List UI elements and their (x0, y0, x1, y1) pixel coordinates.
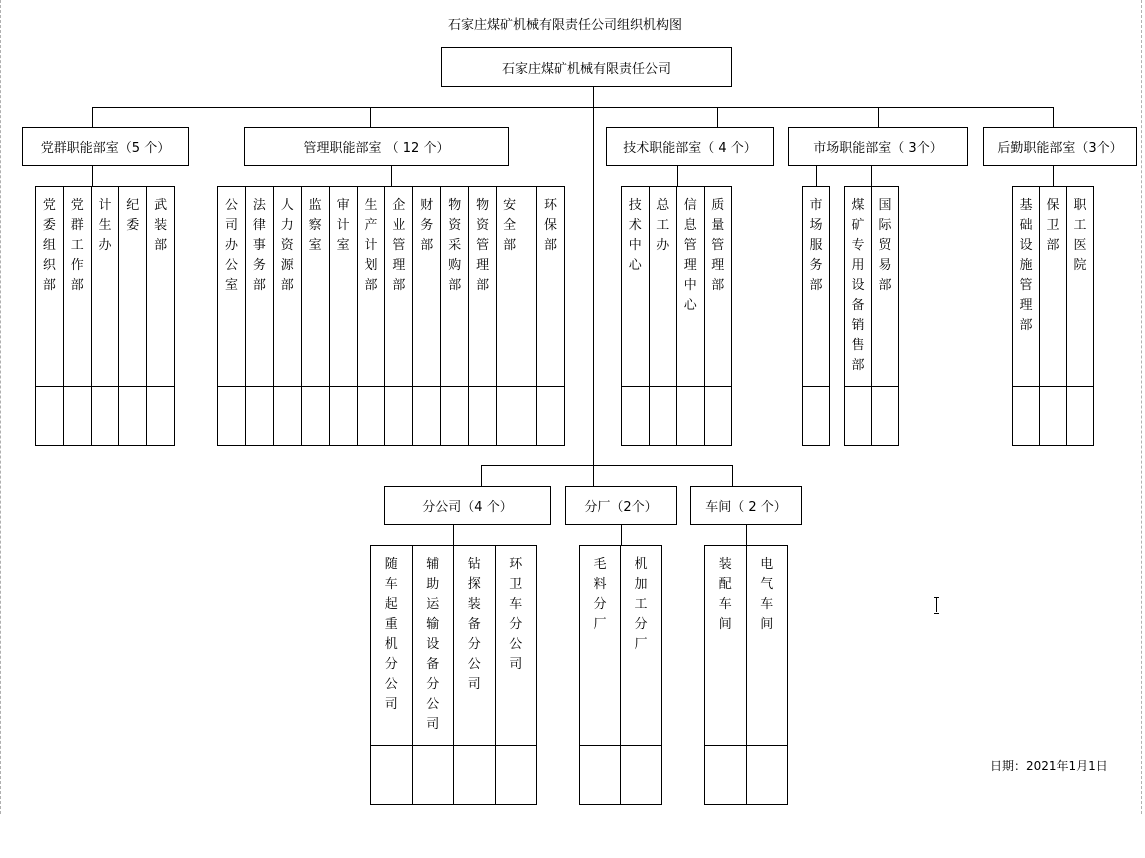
unit-label: 电气车间 (760, 557, 774, 632)
unit-label: 技术中心 (628, 198, 642, 273)
unit-label: 财务部 (420, 198, 434, 253)
unit-label: 审计室 (336, 198, 350, 253)
unit-label: 基础设施管理部 (1019, 198, 1033, 333)
unit-column (537, 187, 564, 445)
unit-column (469, 187, 497, 445)
unit-label: 计生办 (98, 198, 112, 253)
prod-box-branch-companies (384, 486, 551, 525)
unit-label: 企业管理部 (392, 198, 406, 293)
unit-label: 监察室 (308, 198, 322, 253)
unit-column (621, 546, 661, 804)
unit-label: 机加工分厂 (634, 557, 648, 652)
prod-box-workshops (690, 486, 802, 525)
unit-label: 党委组织部 (42, 198, 56, 293)
workshops-group (704, 545, 788, 805)
unit-label: 质量管理部 (711, 198, 725, 293)
branch-factories-group (579, 545, 662, 805)
unit-label: 党群工作部 (70, 198, 84, 293)
unit-label: 物资采购部 (448, 198, 462, 293)
dept-label: 管理职能部室 （ 12 个） (303, 141, 450, 156)
dept-box-party (22, 127, 189, 166)
dept-box-management (244, 127, 509, 166)
unit-column (358, 187, 386, 445)
text-cursor-icon (934, 597, 939, 612)
unit-label: 钻探装备分公司 (467, 557, 481, 692)
unit-column (1067, 187, 1093, 445)
unit-label: 装配车间 (718, 557, 732, 632)
unit-label: 毛料分厂 (593, 557, 607, 632)
unit-column (413, 187, 441, 445)
unit-label: 职工医院 (1073, 198, 1087, 273)
dept-box-logistics (983, 127, 1137, 166)
unit-label: 信息管理中心 (683, 198, 697, 313)
dept-box-market (788, 127, 968, 166)
date-label: 日期：2021年1月1日 (990, 759, 1108, 773)
unit-column (274, 187, 302, 445)
management-units-group (217, 186, 565, 446)
dept-box-technical (606, 127, 774, 166)
unit-column (92, 187, 120, 445)
unit-column (496, 546, 537, 804)
unit-column (580, 546, 621, 804)
unit-column (119, 187, 147, 445)
branch-companies-group (370, 545, 537, 805)
unit-label: 辅助运输设备分公司 (426, 557, 440, 732)
unit-column (218, 187, 246, 445)
market-sales-group (844, 186, 899, 446)
prod-label: 车间（ 2 个） (705, 500, 787, 515)
dept-label: 技术职能部室（ 4 个） (623, 141, 757, 156)
logistics-units-group (1012, 186, 1094, 446)
unit-column (441, 187, 469, 445)
unit-label: 环卫车分公司 (509, 557, 523, 672)
unit-label: 纪委 (126, 198, 140, 233)
unit-label: 市场服务部 (809, 198, 823, 293)
unit-column (454, 546, 496, 804)
root-company-label: 石家庄煤矿机械有限责任公司 (501, 61, 671, 77)
unit-column (36, 187, 64, 445)
prod-box-branch-factories (565, 486, 677, 525)
unit-column (64, 187, 92, 445)
unit-label: 生产计划部 (364, 198, 378, 293)
unit-label: 总工办 (656, 198, 670, 253)
dept-label: 党群职能部室（5 个） (40, 141, 171, 156)
unit-label: 随车起重机分公司 (384, 557, 398, 712)
root-company-box (441, 47, 732, 87)
unit-column (677, 187, 705, 445)
unit-column (302, 187, 330, 445)
unit-column (622, 187, 650, 445)
unit-label: 法律事务部 (252, 198, 266, 293)
unit-label: 保卫部 (1046, 198, 1060, 253)
unit-column (1013, 187, 1040, 445)
unit-label: 环保部 (544, 198, 558, 253)
dept-label: 市场职能部室（ 3个） (813, 141, 943, 156)
unit-label: 安全部 (503, 198, 517, 253)
unit-column (330, 187, 358, 445)
unit-column (246, 187, 274, 445)
unit-column (705, 546, 747, 804)
unit-label: 煤矿专用设备销售部 (851, 198, 865, 373)
unit-label: 公司办公室 (224, 198, 238, 293)
unit-label: 国际贸易部 (878, 198, 892, 293)
party-units-group (35, 186, 175, 446)
unit-column (747, 546, 788, 804)
technical-units-group (621, 186, 732, 446)
unit-column (872, 187, 898, 445)
unit-label: 人力资源部 (280, 198, 294, 293)
unit-column (413, 546, 455, 804)
unit-column (385, 187, 413, 445)
prod-label: 分厂（2个） (584, 500, 658, 515)
unit-column (803, 187, 829, 445)
market-service-group (802, 186, 830, 446)
unit-column (497, 187, 537, 445)
unit-column (705, 187, 732, 445)
unit-column (1040, 187, 1067, 445)
unit-column (650, 187, 678, 445)
unit-column (147, 187, 174, 445)
unit-label: 物资管理部 (476, 198, 490, 293)
prod-label: 分公司（4 个） (422, 500, 513, 515)
unit-column (845, 187, 872, 445)
unit-label: 武装部 (154, 198, 168, 253)
unit-column (371, 546, 413, 804)
dept-label: 后勤职能部室（3个） (997, 141, 1123, 156)
chart-title: 石家庄煤矿机械有限责任公司组织机构图 (447, 18, 682, 33)
